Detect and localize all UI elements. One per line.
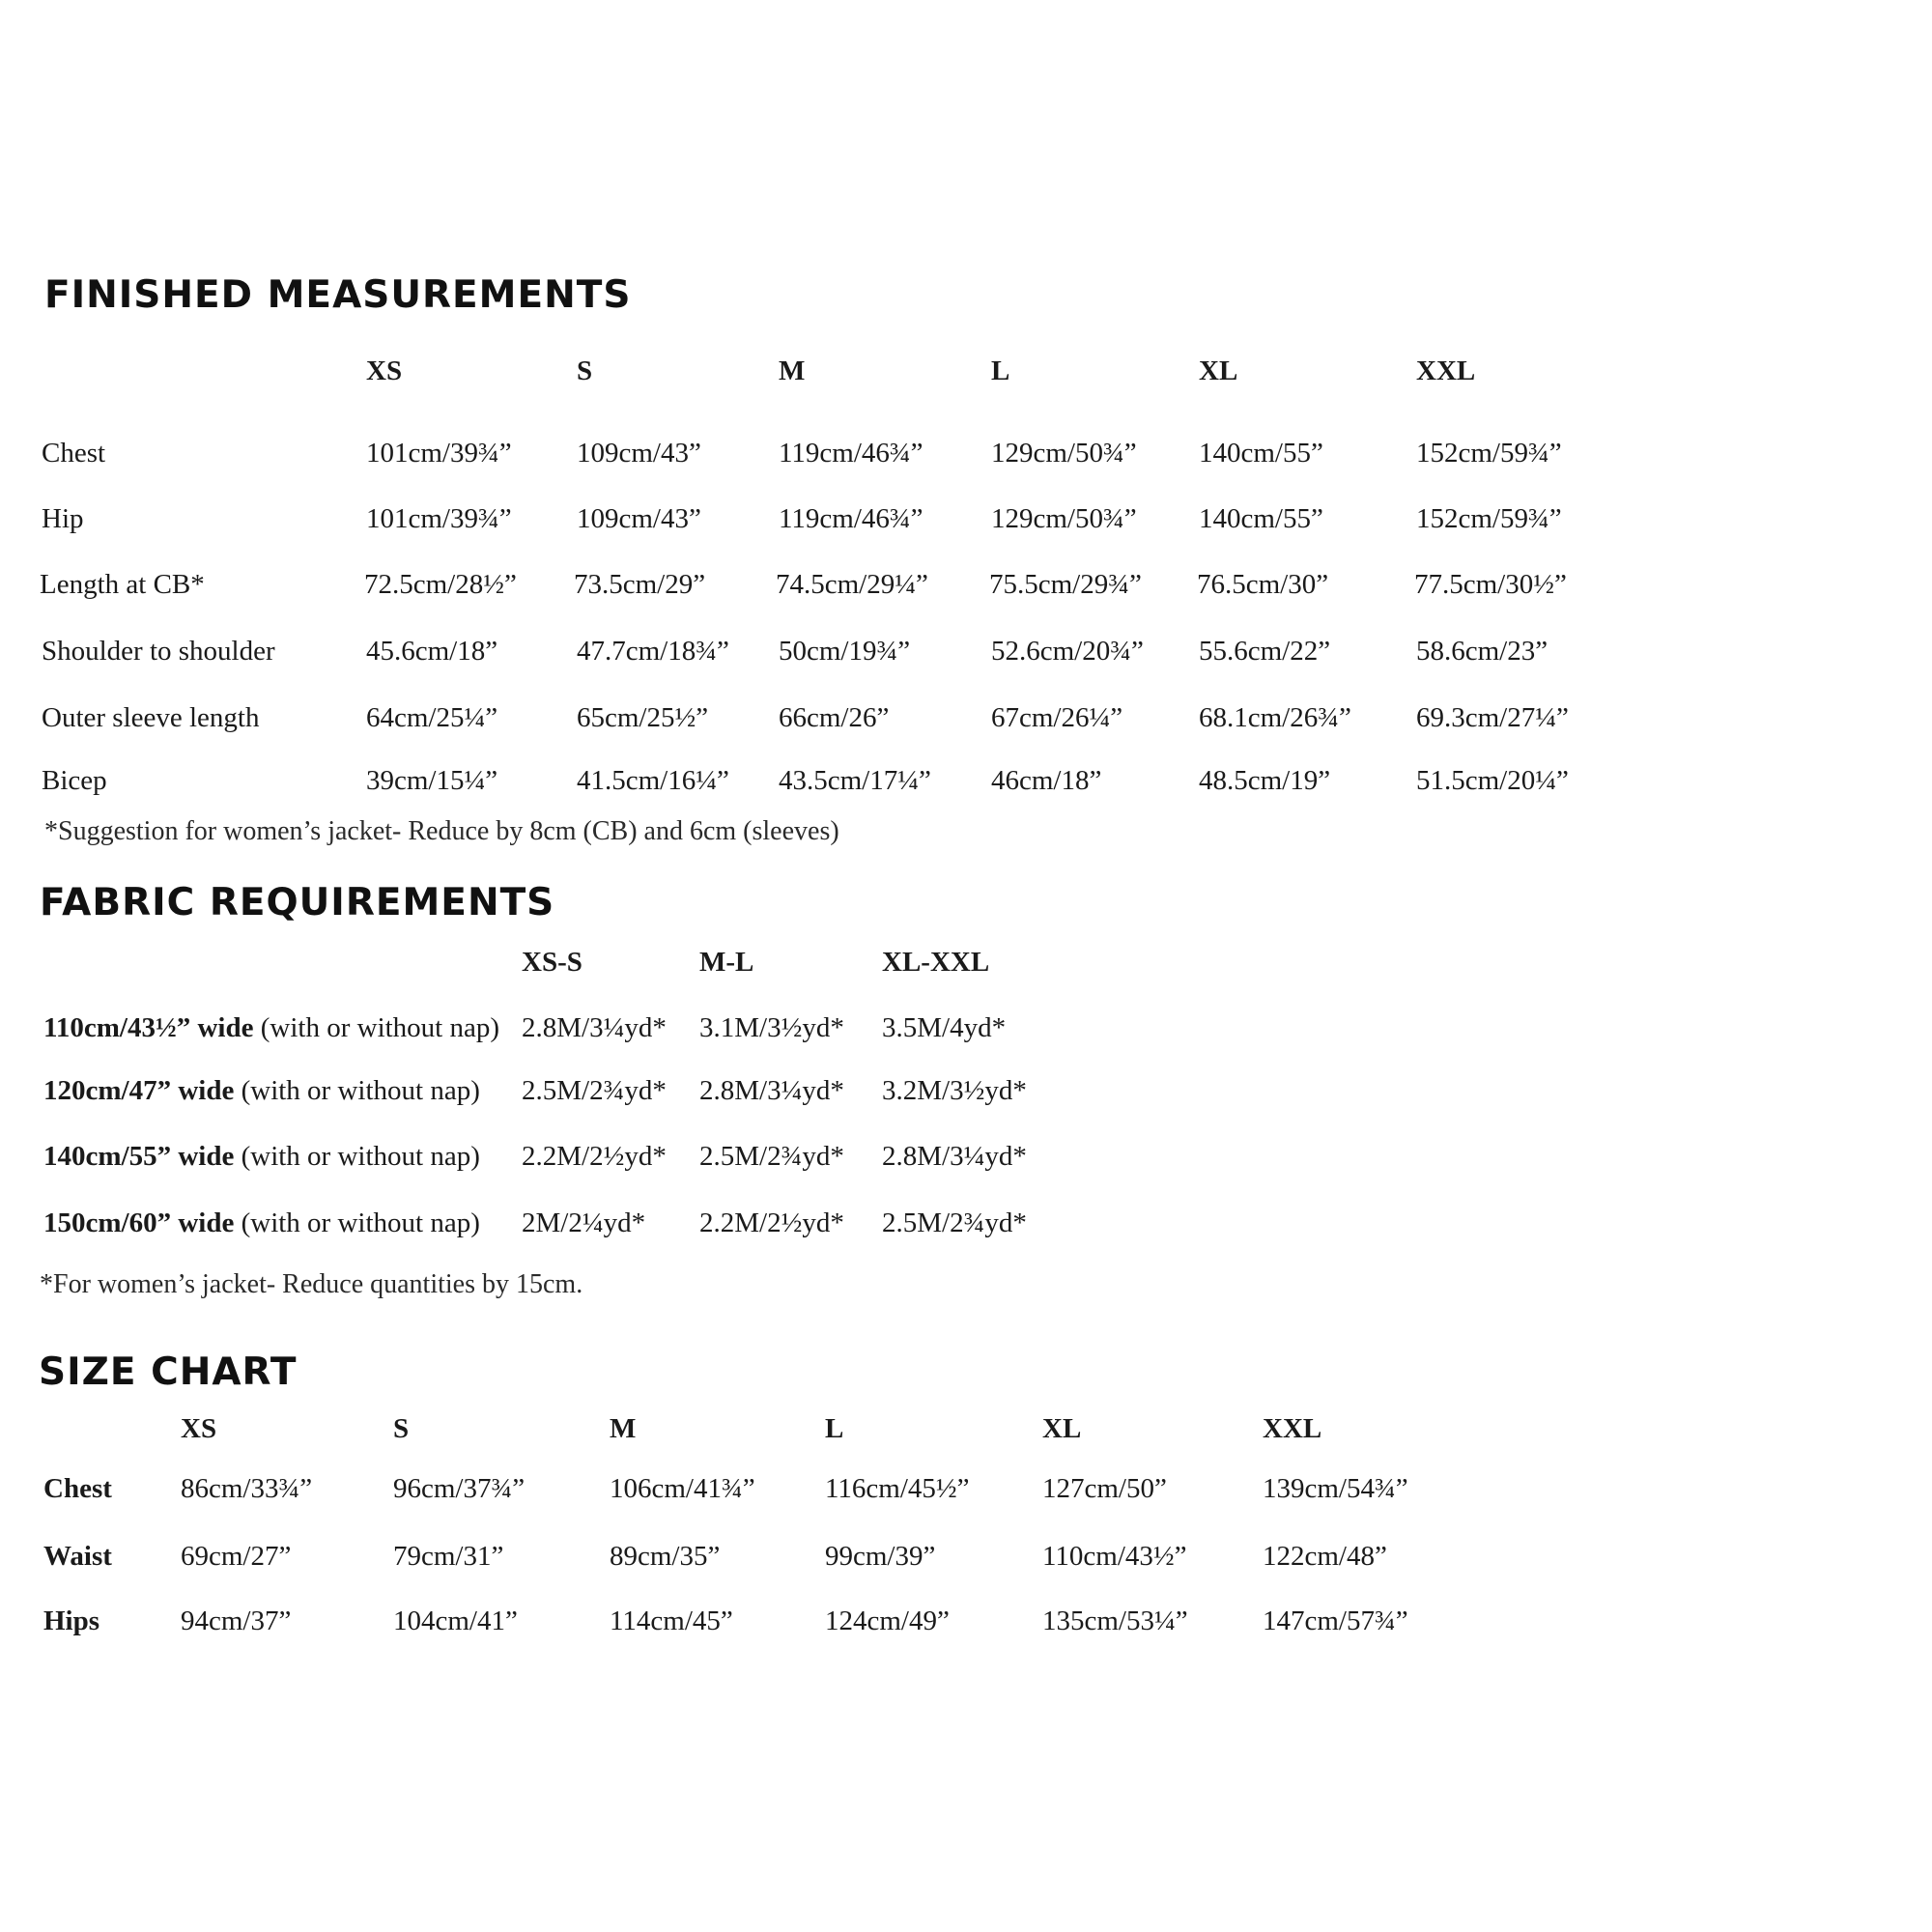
table-cell: 67cm/26¼” (991, 702, 1123, 733)
table-cell: 127cm/50” (1042, 1473, 1167, 1504)
table-cell: 2.8M/3¼yd* (522, 1012, 667, 1043)
size-header-xxl: XXL (1416, 355, 1476, 386)
table-cell: 72.5cm/28½” (364, 569, 517, 600)
fabric-nap-qualifier: (with or without nap) (234, 1141, 480, 1172)
table-cell: 47.7cm/18¾” (577, 636, 729, 667)
table-cell: 109cm/43” (577, 438, 701, 469)
table-cell: 73.5cm/29” (574, 569, 706, 600)
table-cell: 2.2M/2½yd* (522, 1141, 667, 1172)
table-cell: 109cm/43” (577, 503, 701, 534)
table-cell: 43.5cm/17¼” (779, 765, 931, 796)
table-cell: 2.8M/3¼yd* (699, 1075, 844, 1106)
row-label-hips: Hips (43, 1605, 100, 1636)
table-cell: 68.1cm/26¾” (1199, 702, 1351, 733)
table-cell: 152cm/59¾” (1416, 503, 1562, 534)
row-label-length-at-cb: Length at CB* (40, 569, 205, 600)
table-cell: 2.8M/3¼yd* (882, 1141, 1027, 1172)
row-label-outer-sleeve-length: Outer sleeve length (42, 702, 260, 733)
table-cell: 94cm/37” (181, 1605, 292, 1636)
table-cell: 89cm/35” (610, 1541, 721, 1572)
table-cell: 106cm/41¾” (610, 1473, 755, 1504)
size-header-xl: XL (1199, 355, 1238, 386)
table-cell: 86cm/33¾” (181, 1473, 313, 1504)
table-cell: 152cm/59¾” (1416, 438, 1562, 469)
table-cell: 129cm/50¾” (991, 503, 1137, 534)
table-cell: 3.2M/3½yd* (882, 1075, 1027, 1106)
table-cell: 140cm/55” (1199, 438, 1323, 469)
table-cell: 114cm/45” (610, 1605, 733, 1636)
table-cell: 3.1M/3½yd* (699, 1012, 844, 1043)
table-cell: 74.5cm/29¼” (776, 569, 928, 600)
fabric-width: 120cm/47” wide (43, 1075, 235, 1106)
table-cell: 96cm/37¾” (393, 1473, 526, 1504)
row-label-shoulder-to-shoulder: Shoulder to shoulder (42, 636, 275, 667)
table-cell: 140cm/55” (1199, 503, 1323, 534)
fabric-requirements-title: FABRIC REQUIREMENTS (40, 881, 555, 924)
table-cell: 2.5M/2¾yd* (522, 1075, 667, 1106)
row-label-chest: Chest (43, 1473, 112, 1504)
table-cell: 51.5cm/20¼” (1416, 765, 1569, 796)
size-header-m-l: M-L (699, 947, 754, 978)
table-cell: 65cm/25½” (577, 702, 709, 733)
fabric-nap-qualifier: (with or without nap) (234, 1075, 480, 1106)
table-cell: 55.6cm/22” (1199, 636, 1331, 667)
fabric-width: 150cm/60” wide (43, 1208, 235, 1238)
table-cell: 48.5cm/19” (1199, 765, 1331, 796)
table-cell: 104cm/41” (393, 1605, 518, 1636)
table-cell: 101cm/39¾” (366, 438, 512, 469)
fabric-width-label (43, 1208, 480, 1239)
fabric-requirements-note: *For women’s jacket- Reduce quantities by 15cm. (40, 1269, 583, 1299)
table-cell: 135cm/53¼” (1042, 1605, 1188, 1636)
fabric-nap-qualifier: (with or without nap) (234, 1208, 480, 1238)
finished-measurements-title: FINISHED MEASUREMENTS (44, 273, 632, 317)
table-cell: 75.5cm/29¾” (989, 569, 1142, 600)
table-cell: 77.5cm/30½” (1414, 569, 1567, 600)
table-cell: 58.6cm/23” (1416, 636, 1548, 667)
table-cell: 147cm/57¾” (1263, 1605, 1408, 1636)
table-cell: 39cm/15¼” (366, 765, 498, 796)
table-cell: 69.3cm/27¼” (1416, 702, 1569, 733)
table-cell: 119cm/46¾” (779, 438, 923, 469)
table-cell: 46cm/18” (991, 765, 1102, 796)
size-header-s: S (393, 1413, 410, 1444)
size-header-s: S (577, 355, 593, 386)
row-label-hip: Hip (42, 503, 84, 534)
table-cell: 50cm/19¾” (779, 636, 911, 667)
table-cell: 66cm/26” (779, 702, 890, 733)
table-cell: 129cm/50¾” (991, 438, 1137, 469)
size-header-xl-xxl: XL-XXL (882, 947, 990, 978)
size-header-xs: XS (181, 1413, 217, 1444)
fabric-width-label (43, 1141, 480, 1173)
row-label-chest: Chest (42, 438, 106, 469)
size-header-xl: XL (1042, 1413, 1082, 1444)
size-header-l: L (991, 355, 1010, 386)
table-cell: 2.2M/2½yd* (699, 1208, 844, 1238)
size-header-xs: XS (366, 355, 403, 386)
table-cell: 116cm/45½” (825, 1473, 970, 1504)
size-header-m: M (610, 1413, 637, 1444)
table-cell: 2.5M/2¾yd* (882, 1208, 1027, 1238)
table-cell: 110cm/43½” (1042, 1541, 1187, 1572)
table-cell: 2.5M/2¾yd* (699, 1141, 844, 1172)
table-cell: 99cm/39” (825, 1541, 936, 1572)
table-cell: 3.5M/4yd* (882, 1012, 1007, 1043)
finished-measurements-note: *Suggestion for women’s jacket- Reduce by 8cm (CB) and 6cm (sleeves) (44, 816, 839, 846)
table-cell: 124cm/49” (825, 1605, 950, 1636)
table-cell: 2M/2¼yd* (522, 1208, 646, 1238)
size-header-xs-s: XS-S (522, 947, 582, 978)
size-chart-title: SIZE CHART (39, 1350, 298, 1394)
table-cell: 76.5cm/30” (1197, 569, 1329, 600)
fabric-width: 140cm/55” wide (43, 1141, 235, 1172)
fabric-nap-qualifier: (with or without nap) (253, 1012, 500, 1043)
table-cell: 64cm/25¼” (366, 702, 498, 733)
table-cell: 122cm/48” (1263, 1541, 1387, 1572)
row-label-waist: Waist (43, 1541, 112, 1572)
row-label-bicep: Bicep (42, 765, 107, 796)
table-cell: 101cm/39¾” (366, 503, 512, 534)
table-cell: 41.5cm/16¼” (577, 765, 729, 796)
table-cell: 45.6cm/18” (366, 636, 498, 667)
size-header-l: L (825, 1413, 844, 1444)
fabric-width: 110cm/43½” wide (43, 1012, 254, 1043)
fabric-width-label (43, 1075, 480, 1107)
table-cell: 79cm/31” (393, 1541, 504, 1572)
size-header-xxl: XXL (1263, 1413, 1322, 1444)
table-cell: 139cm/54¾” (1263, 1473, 1408, 1504)
table-cell: 119cm/46¾” (779, 503, 923, 534)
size-header-m: M (779, 355, 806, 386)
fabric-width-label (43, 1012, 499, 1044)
table-cell: 69cm/27” (181, 1541, 292, 1572)
table-cell: 52.6cm/20¾” (991, 636, 1144, 667)
